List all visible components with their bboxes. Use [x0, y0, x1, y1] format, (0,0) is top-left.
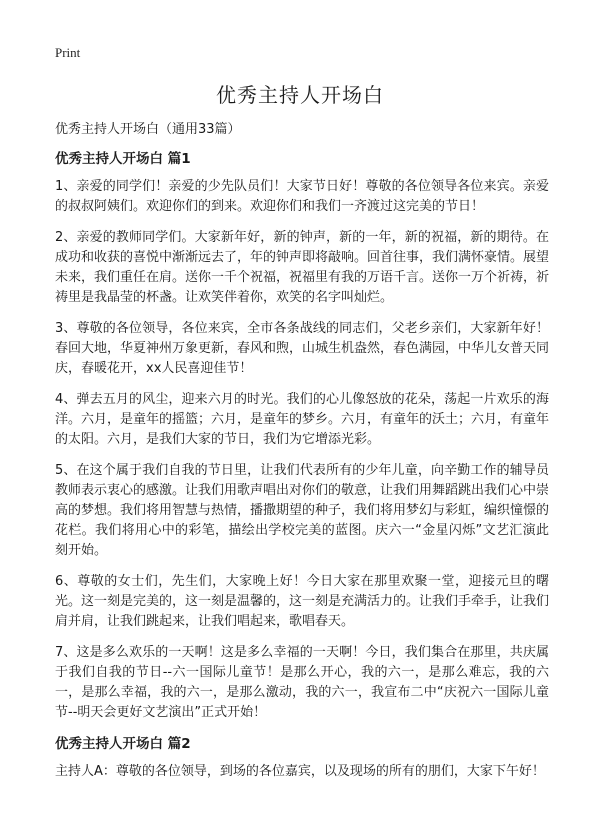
paragraph: 5、在这个属于我们自我的节日里，让我们代表所有的少年儿童，向辛勤工作的辅导员教师表示衷心的感激。让我们用歌声唱出对你们的敬意，让我们用舞蹈跳出我们心中崇高的梦想。我们将用智慧与热情，播撒期望的种子，我们将用梦幻与彩虹，编织憧憬的花栏。我们将用心中的彩笔，描绘出学校完美的蓝图。庆六一“金星闪烁”文艺汇演此刻开始。 [55, 463, 550, 558]
document-body [55, 120, 549, 793]
paragraph: 1、亲爱的同学们！亲爱的少先队员们！大家节日好！尊敬的各位领导各位来宾。亲爱的叔叔阿姨们。欢迎你们的到来。欢迎你们和我们一齐渡过这完美的节日！ [55, 179, 549, 214]
paragraph: 主持人A：尊敬的各位领导，到场的各位嘉宾，以及现场的所有的朋们，大家下午好！ [55, 764, 545, 779]
paragraph: 3、尊敬的各位领导，各位来宾，全市各条战线的同志们，父老乡亲们，大家新年好！春回大地，华夏神州万象更新，春风和煦，山城生机盎然，春色满园，中华儿女普天同庆，春暖花开，xx人民喜迎佳节！ [55, 321, 550, 376]
paragraph: 4、弹去五月的风尘，迎来六月的时光。我们的心儿像怒放的花朵，荡起一片欢乐的海洋。六月，是童年的摇篮；六月，是童年的梦乡。六月，有童年的沃土；六月，有童年的太阳。六月，是我们大家的节日，我们为它增添光彩。 [55, 392, 550, 447]
section-heading: 优秀主持人开场白 篇2 [55, 736, 191, 752]
document-subtitle: 优秀主持人开场白（通用33篇） [55, 122, 241, 137]
paragraph: 6、尊敬的女士们，先生们，大家晚上好！今日大家在那里欢聚一堂，迎接元旦的曙光。这一刻是完美的，这一刻是温馨的，这一刻是充满活力的。让我们手牵手，让我们肩并肩，让我们跳起来，让我们唱起来，歌唱春天。 [55, 574, 550, 629]
document-title: 优秀主持人开场白 [216, 83, 384, 107]
paragraph: 7、这是多么欢乐的一天啊！这是多么幸福的一天啊！今日，我们集合在那里，共庆属于我们自我的节日--六一国际儿童节！是那么开心，我的六一，是那么难忘，我的六一，是那么幸福，我的六一，是那么激动，我的六一，我宣布二中“庆祝六一国际儿童节--明天会更好文艺演出”正式开始！ [55, 645, 549, 720]
print-link[interactable]: Print [55, 45, 81, 60]
section-heading: 优秀主持人开场白 篇1 [55, 151, 191, 167]
paragraph: 2、亲爱的教师同学们。大家新年好，新的钟声，新的一年，新的祝福，新的期待。在成功和收获的喜悦中渐渐远去了，年的钟声即将敲响。回首往事，我们满怀豪情。展望未来，我们重任在肩。送你一千个祝福，祝福里有我的万语千言。送你一万个祈祷，祈祷里是我晶莹的杯盏。让欢笑伴着你，欢笑的名字叫灿烂。 [55, 230, 550, 305]
